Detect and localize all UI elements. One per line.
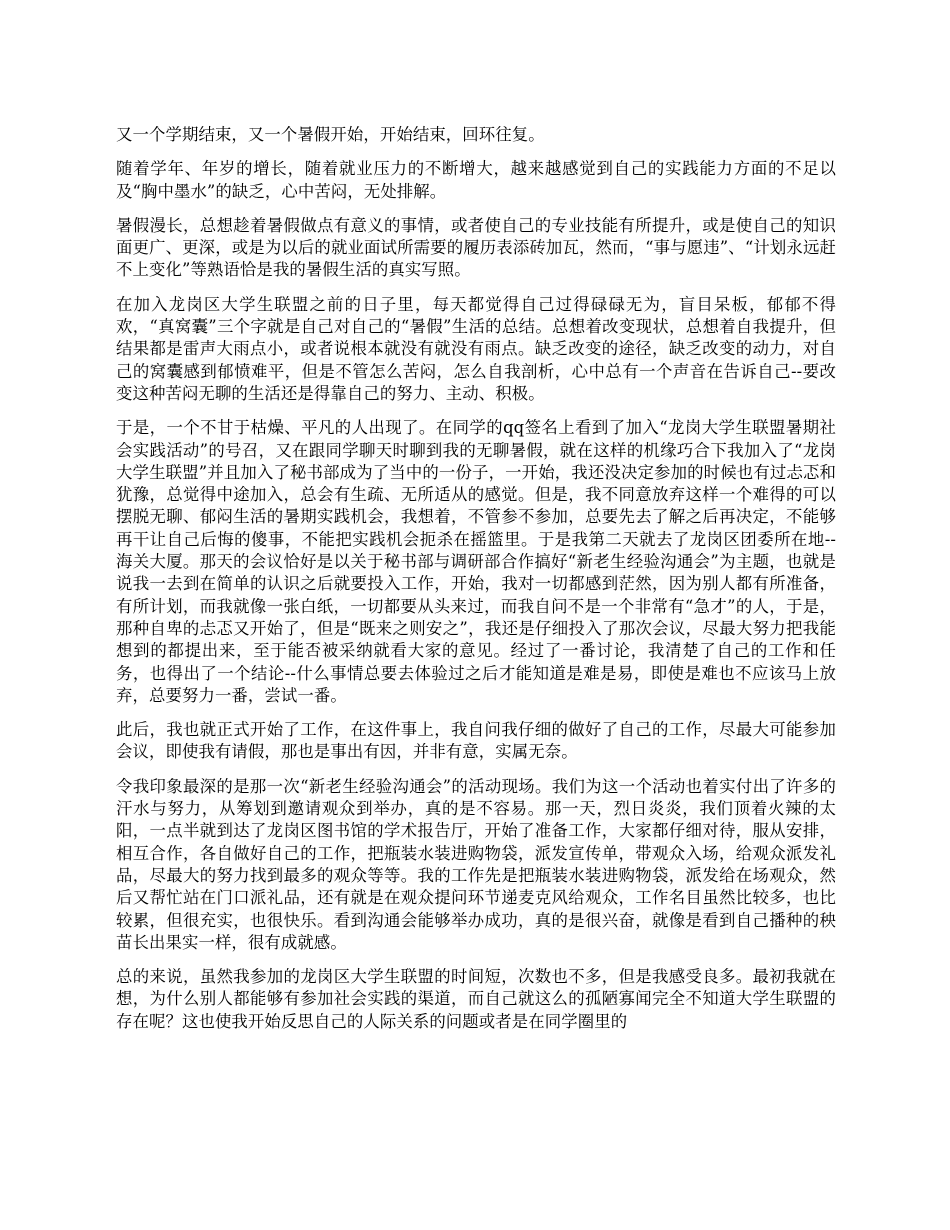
paragraph-8: 总的来说，虽然我参加的龙岗区大学生联盟的时间短，次数也不多，但是我感受良多。最初我就在想，为什么别人都能够有参加社会实践的渠道，而自己就这么的孤陋寡闻完全不知道大学生联盟的存在呢？这也使我开始反思自己的人际关系的问题或者是在同学圈里的 xyxy=(116,967,836,1031)
paragraph-2: 随着学年、年岁的增长，随着就业压力的不断增大，越来越感觉到自己的实践能力方面的不足以及“胸中墨水”的缺乏，心中苦闷，无处排解。 xyxy=(116,159,836,201)
paragraph-7: 令我印象最深的是那一次“新老生经验沟通会”的活动现场。我们为这一个活动也着实付出了许多的汗水与努力，从筹划到邀请观众到举办，真的是不容易。那一天，烈日炎炎，我们顶着火辣的太阳，一点半就到达了龙岗区图书馆的学术报告厅，开始了准备工作，大家都仔细对待，服从安排，相互合作，各自做好自己的工作，把瓶装水装进购物袋，派发宣传单，带观众入场，给观众派发礼品，尽最大的努力找到最多的观众等等。我的工作先是把瓶装水装进购物袋，派发给在场观众，然后又帮忙站在门口派礼品，还有就是在观众提问环节递麦克风给观众，工作名目虽然比较多，也比较累，但很充实，也很快乐。看到沟通会能够举办成功，真的是很兴奋，就像是看到自己播种的秧苗长出果实一样，很有成就感。 xyxy=(116,776,836,952)
paragraph-1: 又一个学期结束，又一个暑假开始，开始结束，回环往复。 xyxy=(116,125,545,144)
paragraph-4: 在加入龙岗区大学生联盟之前的日子里，每天都觉得自己过得碌碌无为，盲目呆板，郁郁不得欢，“真窝囊”三个字就是自己对自己的“暑假”生活的总结。总想着改变现状，总想着自我提升，但结果都是雷声大雨点小，或者说根本就没有就没有雨点。缺乏改变的途径，缺乏改变的动力，对自己的窝囊感到郁愤难平，但是不管怎么苦闷，怎么自我剖析，心中总有一个声音在告诉自己--要改变这种苦闷无聊的生活还是得靠自己的努力、主动、积极。 xyxy=(116,294,836,403)
document-body xyxy=(116,124,836,1045)
paragraph-6: 此后，我也就正式开始了工作，在这件事上，我自问我仔细的做好了自己的工作，尽最大可能参加会议，即使我有请假，那也是事出有因，并非有意，实属无奈。 xyxy=(116,720,836,762)
paragraph-5: 于是，一个不甘于枯燥、平凡的人出现了。在同学的qq签名上看到了加入“龙岗大学生联盟暑期社会实践活动”的号召，又在跟同学聊天时聊到我的无聊暑假，就在这样的机缘巧合下我加入了“龙岗大学生联盟”并且加入了秘书部成为了当中的一份子，一开始，我还没决定参加的时候也有过忐忑和犹豫，总觉得中途加入，总会有生疏、无所适从的感觉。但是，我不同意放弃这样一个难得的可以摆脱无聊、郁闷生活的暑期实践机会，我想着，不管参不参加，总要先去了解之后再决定，不能够再干让自己后悔的傻事，不能把实践机会扼杀在摇篮里。于是我第二天就去了龙岗区团委所在地--海关大厦。那天的会议恰好是以关于秘书部与调研部合作搞好“新老生经验沟通会”为主题，也就是说我一去到在简单的认识之后就要投入工作，开始，我对一切都感到茫然，因为别人都有所准备，有所计划，而我就像一张白纸，一切都要从头来过，而我自问不是一个非常有“急才”的人，于是，那种自卑的忐忑又开始了，但是“既来之则安之”，我还是仔细投入了那次会议，尽最大努力把我能想到的都提出来，至于能否被采纳就看大家的意见。经过了一番讨论，我清楚了自己的工作和任务，也得出了一个结论--什么事情总要去体验过之后才能知道是难是易，即使是难也不应该马上放弃，总要努力一番，尝试一番。 xyxy=(116,418,836,705)
paragraph-3: 暑假漫长，总想趁着暑假做点有意义的事情，或者使自己的专业技能有所提升，或是使自己的知识面更广、更深，或是为以后的就业面试所需要的履历表添砖加瓦，然而，“事与愿违”、“计划永远赶不上变化”等熟语恰是我的暑假生活的真实写照。 xyxy=(116,215,836,280)
